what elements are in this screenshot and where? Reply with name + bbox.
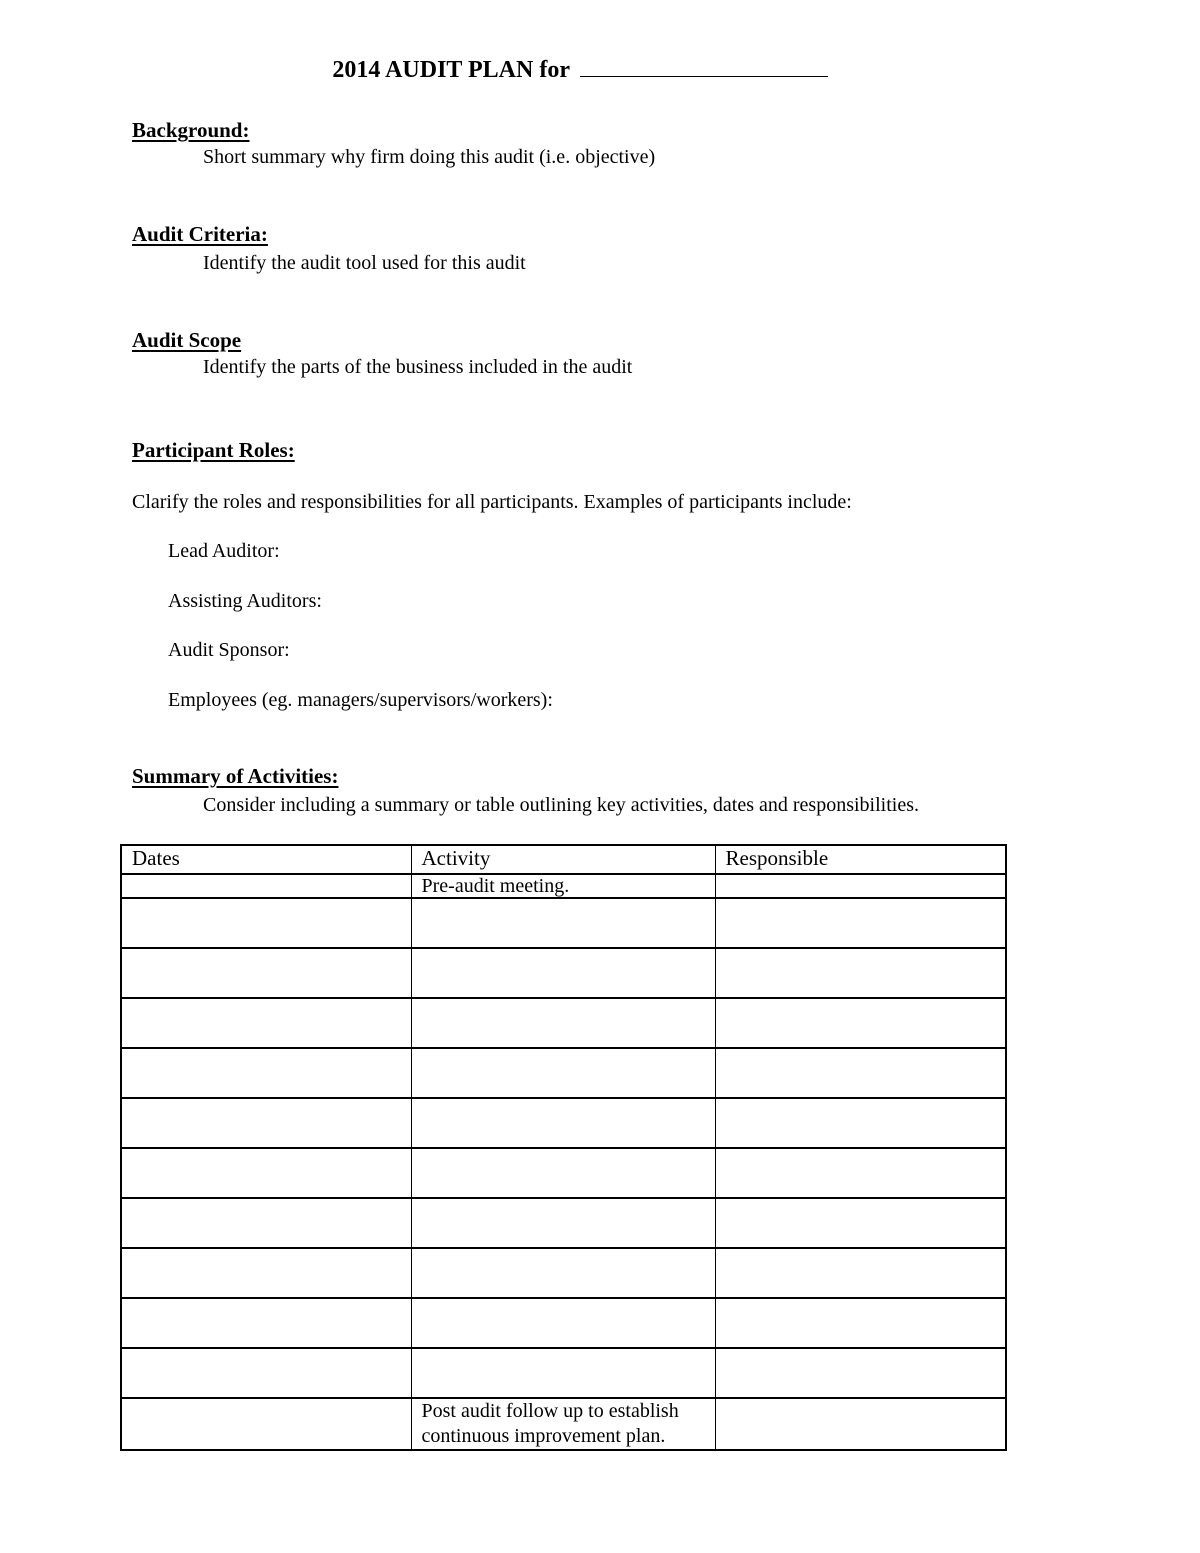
dates-cell[interactable] bbox=[121, 998, 411, 1048]
dates-cell[interactable] bbox=[121, 874, 411, 898]
table-row bbox=[121, 1048, 1006, 1098]
activity-cell[interactable] bbox=[411, 1148, 715, 1198]
activity-cell[interactable] bbox=[411, 898, 715, 948]
responsible-cell[interactable] bbox=[715, 1198, 1006, 1248]
responsible-cell[interactable] bbox=[715, 1298, 1006, 1348]
dates-cell[interactable] bbox=[121, 1198, 411, 1248]
responsible-cell[interactable] bbox=[715, 1348, 1006, 1398]
table-row bbox=[121, 1248, 1006, 1298]
activity-cell[interactable] bbox=[411, 1248, 715, 1298]
table-row bbox=[121, 1198, 1006, 1248]
responsible-cell[interactable] bbox=[715, 874, 1006, 898]
page-title bbox=[0, 56, 1160, 84]
table-header-row bbox=[121, 845, 1006, 874]
dates-cell[interactable] bbox=[121, 1248, 411, 1298]
background-heading: Background: bbox=[132, 118, 250, 142]
audit-scope-text: Identify the parts of the business included in the audit bbox=[203, 356, 633, 378]
activity-cell[interactable] bbox=[411, 948, 715, 998]
dates-cell[interactable] bbox=[121, 1098, 411, 1148]
dates-cell[interactable] bbox=[121, 1298, 411, 1348]
activities-table bbox=[120, 844, 1007, 1451]
table-row bbox=[121, 1148, 1006, 1198]
participant-roles-intro: Clarify the roles and responsibilities for all participants. Examples of participants include: bbox=[132, 491, 852, 513]
header-dates: Dates bbox=[121, 845, 411, 874]
dates-cell[interactable] bbox=[121, 948, 411, 998]
dates-cell[interactable] bbox=[121, 1398, 411, 1450]
summary-activities-text: Consider including a summary or table outlining key activities, dates and responsibilities. bbox=[203, 794, 919, 816]
audit-criteria-text: Identify the audit tool used for this audit bbox=[203, 252, 526, 274]
activity-cell[interactable] bbox=[411, 1298, 715, 1348]
page-title-text: 2014 AUDIT PLAN for bbox=[332, 57, 570, 83]
responsible-cell[interactable] bbox=[715, 898, 1006, 948]
table-row bbox=[121, 1098, 1006, 1148]
background-text: Short summary why firm doing this audit (i.e. objective) bbox=[203, 146, 656, 168]
table-row bbox=[121, 948, 1006, 998]
activity-cell[interactable] bbox=[411, 1048, 715, 1098]
header-responsible: Responsible bbox=[715, 845, 1006, 874]
participant-roles-heading: Participant Roles: bbox=[132, 438, 295, 462]
summary-activities-heading: Summary of Activities: bbox=[132, 764, 339, 788]
activity-cell[interactable]: Post audit follow up to establish continuous improvement plan. bbox=[411, 1398, 715, 1450]
table-row bbox=[121, 898, 1006, 948]
audit-criteria-heading: Audit Criteria: bbox=[132, 222, 268, 246]
responsible-cell[interactable] bbox=[715, 1148, 1006, 1198]
responsible-cell[interactable] bbox=[715, 1048, 1006, 1098]
role-lead-auditor: Lead Auditor: bbox=[168, 540, 280, 562]
table-row bbox=[121, 1348, 1006, 1398]
activity-cell[interactable] bbox=[411, 1348, 715, 1398]
dates-cell[interactable] bbox=[121, 898, 411, 948]
activity-cell[interactable] bbox=[411, 998, 715, 1048]
responsible-cell[interactable] bbox=[715, 1248, 1006, 1298]
activity-cell[interactable]: Pre-audit meeting. bbox=[411, 874, 715, 898]
responsible-cell[interactable] bbox=[715, 1398, 1006, 1450]
table-row bbox=[121, 874, 1006, 898]
table-row bbox=[121, 998, 1006, 1048]
audit-scope-heading: Audit Scope bbox=[132, 328, 242, 352]
role-audit-sponsor: Audit Sponsor: bbox=[168, 639, 290, 661]
dates-cell[interactable] bbox=[121, 1048, 411, 1098]
activity-cell[interactable] bbox=[411, 1198, 715, 1248]
responsible-cell[interactable] bbox=[715, 1098, 1006, 1148]
responsible-cell[interactable] bbox=[715, 948, 1006, 998]
role-employees: Employees (eg. managers/supervisors/workers): bbox=[168, 689, 553, 711]
responsible-cell[interactable] bbox=[715, 998, 1006, 1048]
role-assisting-auditors: Assisting Auditors: bbox=[168, 590, 322, 612]
activity-cell[interactable] bbox=[411, 1098, 715, 1148]
dates-cell[interactable] bbox=[121, 1148, 411, 1198]
table-row bbox=[121, 1298, 1006, 1348]
title-blank-line[interactable] bbox=[580, 56, 828, 77]
table-row bbox=[121, 1398, 1006, 1450]
dates-cell[interactable] bbox=[121, 1348, 411, 1398]
header-activity: Activity bbox=[411, 845, 715, 874]
